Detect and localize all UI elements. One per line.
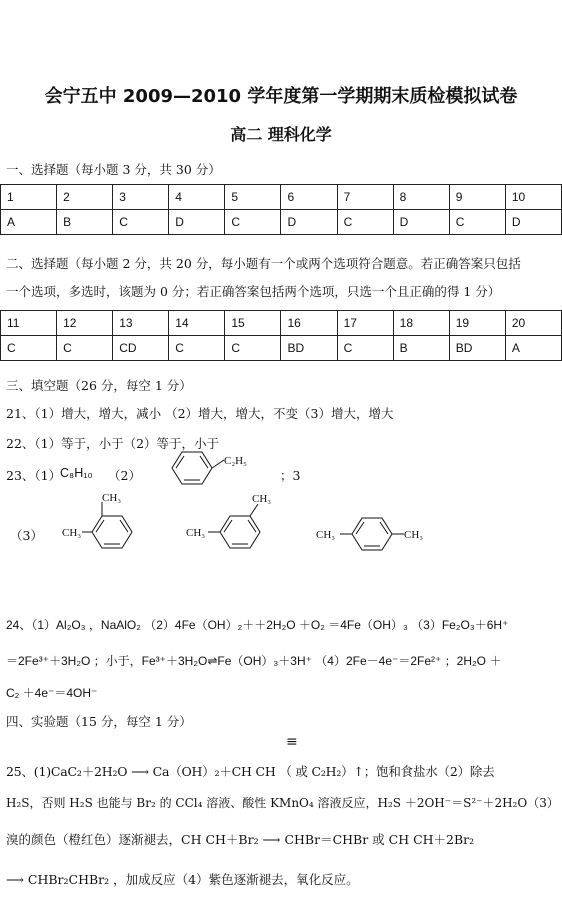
section2-answers-5: C [225,336,281,361]
question-21-answer: 21、（1）增大，增大，减小 （2）增大，增大，不变（3）增大，增大 [6,406,394,421]
section2-numbers-9: 19 [449,311,505,336]
triple-bond-mark: ≡ [286,734,298,750]
section1-answers-2: B [57,210,113,235]
ortho-methyl-left: CH₃ [62,527,82,539]
section2-answers-1: C [1,336,57,361]
section2-numbers-6: 16 [281,311,337,336]
section1-answers-10: D [505,210,561,235]
section1-answers-3: C [113,210,169,235]
section1-numbers-9: 9 [449,185,505,210]
section1-numbers-7: 7 [337,185,393,210]
ortho-xylene-structure [60,492,150,556]
meta-methyl-left: CH₃ [186,527,206,539]
question-25-line4: ⟶ CHBr₂CHBr₂ ，加成反应（4）紫色逐渐褪去，氧化反应。 [6,872,359,887]
question-23-isomer-count: ；3 [280,468,301,483]
section2-numbers-10: 20 [505,311,561,336]
section1-numbers-4: 4 [169,185,225,210]
question-25-line1: 25、(1)CaC₂＋2H₂O ⟶ Ca（OH）₂＋CH CH （ 或 C₂H₂）↑；饱和食盐水（2）除去 [6,764,495,779]
ortho-methyl-top: CH₃ [102,492,122,504]
para-xylene-structure [316,514,446,554]
section1-answers-7: C [337,210,393,235]
question-24-line3: C₂ ＋4e⁻＝4OH⁻ [6,686,98,700]
question-22-answer: 22、（1）等于，小于（2）等于，小于 [6,436,220,451]
question-24-line2: ＝2Fe³⁺＋3H₂O ；小于，Fe³⁺＋3H₂O⇌Fe（OH）₃＋3H⁺ （4）2Fe－4e⁻＝2Fe²⁺ ；2H₂O ＋ [6,654,502,668]
section2-numbers-8: 18 [393,311,449,336]
section1-numbers-10: 10 [505,185,561,210]
section2-answers-3: CD [113,336,169,361]
section2-numbers-5: 15 [225,311,281,336]
section2-numbers-2: 12 [57,311,113,336]
question-24-line1: 24、（1）Al₂O₃ ，NaAlO₂ （2）4Fe（OH）₂＋＋2H₂O ＋O₂ ＝4Fe（OH）₃ （3）Fe₂O₃＋6H⁺ [6,618,509,632]
question-23-label: 23、（1） [6,468,62,483]
section2-heading-line1: 二、选择题（每小题 2 分，共 20 分，每小题有一个或两个选项符合题意。若正确答案只包括 [6,256,521,271]
ethylbenzene-structure [160,448,280,488]
section1-numbers-2: 2 [57,185,113,210]
meta-methyl-top: CH₃ [252,493,272,505]
question-23-part2-label: （2） [108,468,141,483]
section1-answers-9: C [449,210,505,235]
meta-xylene-structure [186,492,296,556]
section1-heading: 一、选择题（每小题 3 分，共 30 分） [6,162,221,177]
section2-numbers-7: 17 [337,311,393,336]
section2-answers-10: A [505,336,561,361]
section1-numbers-1: 1 [1,185,57,210]
section2-answers-9: BD [449,336,505,361]
section1-answers-1: A [1,210,57,235]
section1-answers-5: C [225,210,281,235]
question-25-line3: 溴的颜色（橙红色）逐渐褪去，CH CH＋Br₂ ⟶ CHBr＝CHBr 或 CH CH＋2Br₂ [6,832,475,847]
section1-answers-6: D [281,210,337,235]
section1-numbers-5: 5 [225,185,281,210]
section2-answers-8: B [393,336,449,361]
answer-table-1 [0,184,562,235]
section4-heading: 四、实验题（15 分，每空 1 分） [6,714,192,729]
section2-answers-4: C [169,336,225,361]
section2-heading-line2: 一个选项，多选时，该题为 0 分；若正确答案包括两个选项，只选一个且正确的得 1 分） [6,284,501,299]
para-methyl-left: CH₃ [316,529,336,541]
question-25-line2: H₂S，否则 H₂S 也能与 Br₂ 的 CCl₄ 溶液、酸性 KMnO₄ 溶液反应，H₂S ＋2OH⁻＝S²⁻＋2H₂O（3） [6,796,559,810]
question-23-part3-label: （3） [10,528,43,543]
section2-numbers-4: 14 [169,311,225,336]
ethyl-label: C₂H₅ [224,455,247,467]
section2-numbers-1: 11 [1,311,57,336]
question-23-formula: C₈H₁₀ [60,466,93,480]
section2-answers-7: C [337,336,393,361]
answer-table-2 [0,310,562,361]
section1-answers-4: D [169,210,225,235]
section2-answers-6: BD [281,336,337,361]
section2-answers-2: C [57,336,113,361]
section1-numbers-6: 6 [281,185,337,210]
page-title: 会宁五中 2009—2010 学年度第一学期期末质检模拟试卷 [44,86,518,107]
page-subtitle: 高二 理科化学 [230,125,332,144]
section3-heading: 三、填空题（26 分，每空 1 分） [6,378,192,393]
section1-answers-8: D [393,210,449,235]
section2-numbers-3: 13 [113,311,169,336]
section1-numbers-8: 8 [393,185,449,210]
para-methyl-right: CH₃ [404,529,424,541]
section1-numbers-3: 3 [113,185,169,210]
